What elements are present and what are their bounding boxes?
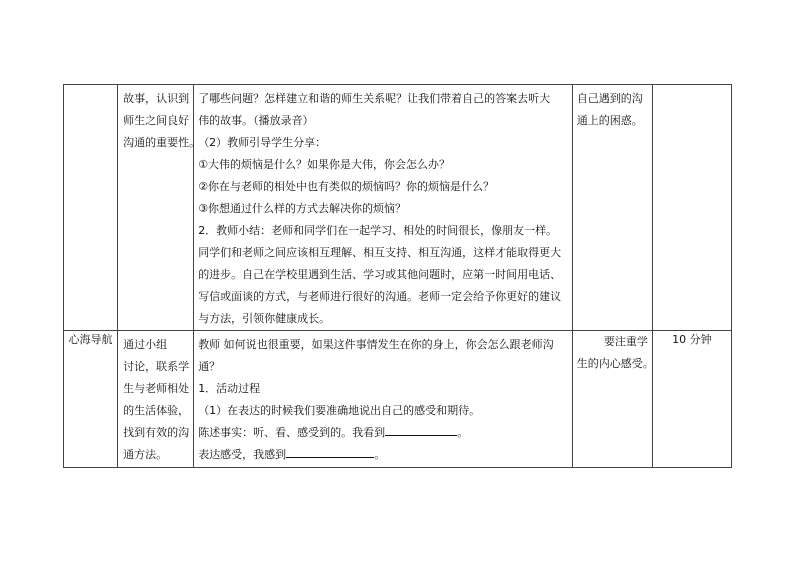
objective-line: 找到有效的沟 <box>123 426 190 439</box>
activity-line: 写信或面谈的方式，与老师进行很好的沟通。老师一定会给予你更好的建议 <box>198 290 562 303</box>
fill-in-line: 陈述事实：听、看、感受到的。我看到 。 <box>198 422 568 444</box>
activity-line: 了哪些问题？怎样建立和谐的师生关系呢？让我们带着自己的答案去听大 <box>198 92 551 105</box>
objective-line: 生与老师相处 <box>123 382 190 395</box>
intent-cell <box>572 331 652 468</box>
activity-cell <box>194 85 573 331</box>
activity-line: 的进步。自己在学校里遇到生活、学习或其他问题时，应第一时间用电话、 <box>198 268 562 281</box>
activity-line: 1．活动过程 <box>198 382 261 395</box>
fill-in-line: 表达感受，我感到 。 <box>198 444 568 466</box>
activity-line: ②你在与老师的相处中也有类似的烦恼吗？你的烦恼是什么？ <box>198 180 495 193</box>
intent-line: 生的内心感受。 <box>576 357 654 370</box>
objective-cell <box>118 85 201 331</box>
objective-line: 的生活体验， <box>123 404 190 417</box>
activity-line: （2）教师引导学生分享： <box>198 136 327 149</box>
table-row <box>64 85 732 331</box>
objective-line: 故事，认识到 <box>123 92 190 105</box>
objective-line: 沟通的重要性。 <box>123 136 201 149</box>
stage-cell <box>64 85 118 331</box>
blank-underline[interactable] <box>385 422 457 436</box>
objective-line: 通方法。 <box>123 448 168 461</box>
intent-line: 自己遇到的沟 <box>576 92 643 105</box>
activity-line: 教师 如何说也很重要，如果这件事情发生在你的身上，你会怎么跟老师沟 <box>198 338 554 351</box>
objective-line: 讨论，联系学 <box>123 360 190 373</box>
activity-line: 与方法，引领你健康成长。 <box>198 312 331 325</box>
intent-line: 通上的困惑。 <box>576 114 643 127</box>
table-row <box>64 331 732 468</box>
objective-line: 通过小组 <box>123 338 168 351</box>
activity-line: （1）在表达的时候我们要准确地说出自己的感受和期待。 <box>198 404 481 417</box>
intent-cell <box>572 85 652 331</box>
activity-line: 2．教师小结：老师和同学们在一起学习、相处的时间很长，像朋友一样。 <box>198 224 558 237</box>
activity-line: 伟的故事。（播放录音） <box>198 114 314 127</box>
lesson-plan-table <box>63 84 732 468</box>
time-cell <box>652 331 731 468</box>
blank-underline[interactable] <box>286 444 374 458</box>
stage-label: 心海导航 <box>68 333 113 346</box>
objective-line: 师生之间良好 <box>123 114 190 127</box>
intent-line: 要注重学 <box>603 335 648 348</box>
activity-line: ③你想通过什么样的方式去解决你的烦恼？ <box>198 202 407 215</box>
objective-cell <box>118 331 194 468</box>
activity-line: 通？ <box>198 360 221 373</box>
activity-line: ①大伟的烦恼是什么？如果你是大伟，你会怎么办？ <box>198 158 451 171</box>
stage-cell <box>64 331 118 468</box>
activity-line: 同学们和老师之间应该相互理解、相互支持、相互沟通，这样才能取得更大 <box>198 246 562 259</box>
activity-cell <box>194 331 573 468</box>
time-value: 10 分钟 <box>672 333 712 346</box>
time-cell <box>652 85 731 331</box>
